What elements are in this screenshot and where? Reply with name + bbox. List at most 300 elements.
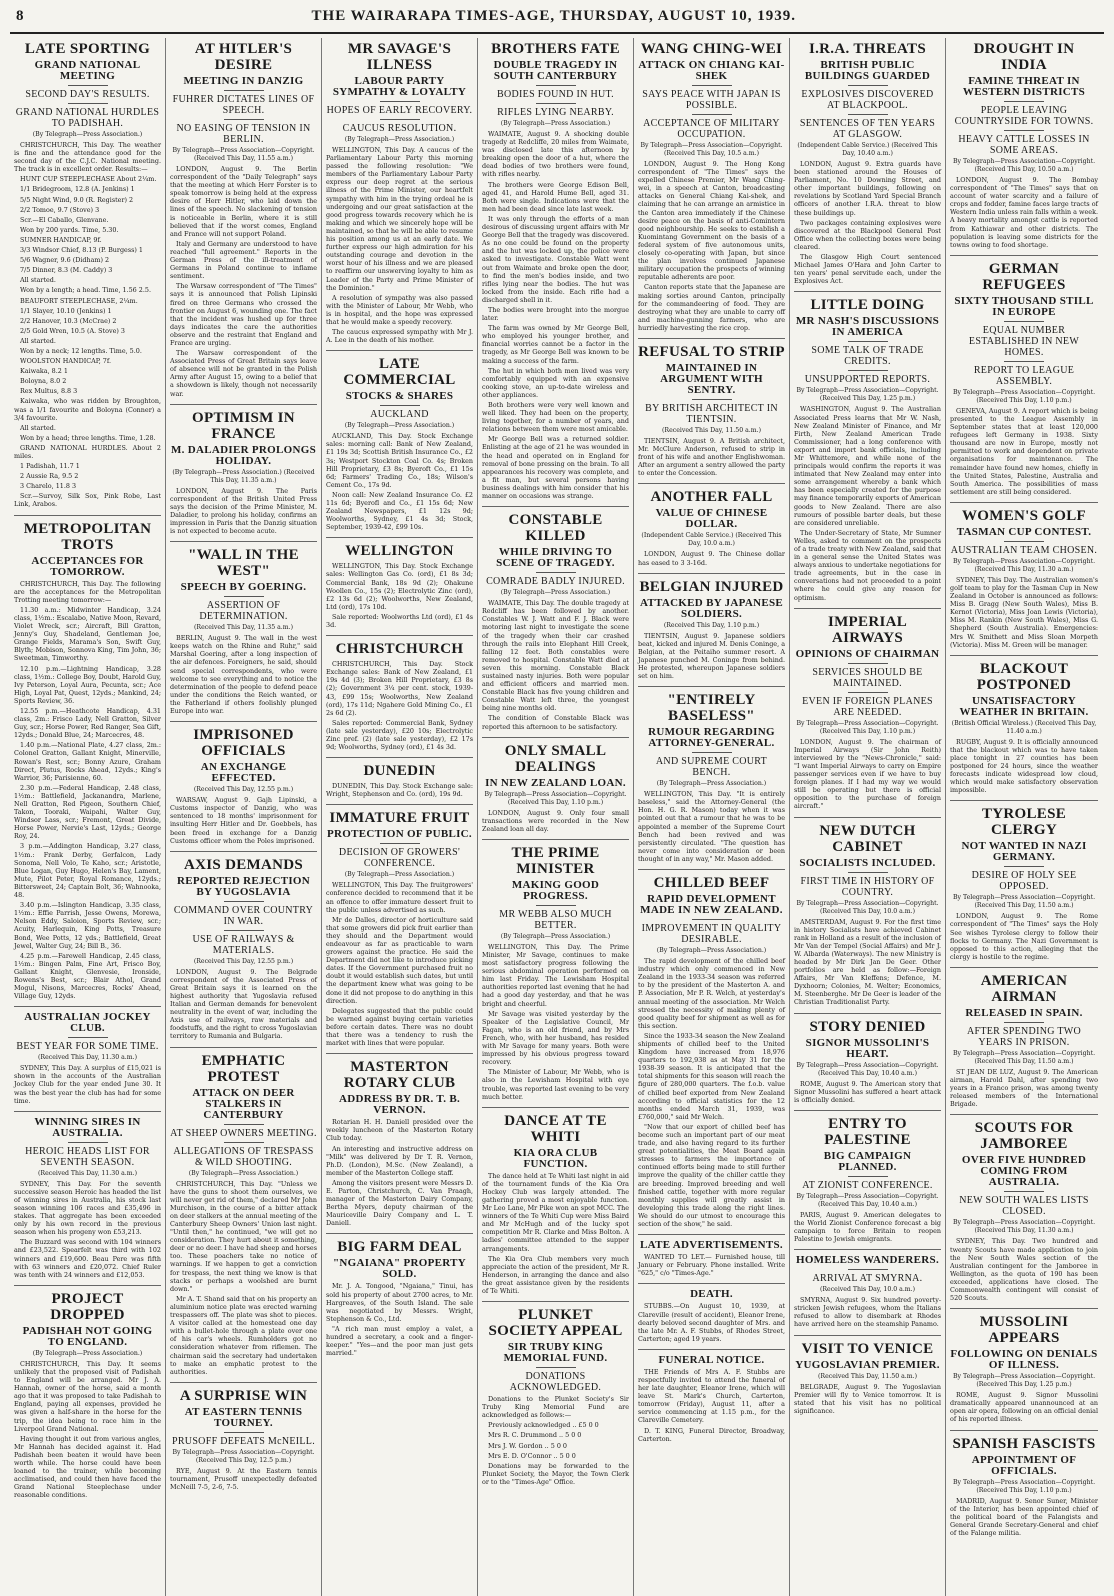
divider xyxy=(224,1432,264,1433)
article-paragraph: RUGBY, August 9. It is officially announced that the blackout which was to have taken place tonight in 27 counties has been postponed for 24 hours, since the weather forecasts indicate widespread low cloud, which would make satisfactory observation impossible. xyxy=(950,737,1098,795)
article-paragraph: WAIMATE, August 9. A shocking double tragedy at Redcliffe, 20 miles from Waimate, was disclosed late this afternoon by breaking open the door of a hut, where the dead bodies of two brothers were found, with rifles nearby. xyxy=(482,130,629,179)
article-paragraph: LONDON, August 9. The chairman of Imperial Airways (Sir John Reith) interviewed by the "News-Chronicle," said: "I want Imperial Airways to carry on Empire passenger services even if we have to buy foreign planes. If I had my way we would still be operating but there is official opposition to the purchase of foreign aircraft." xyxy=(794,737,941,811)
article-subheading: ACCEPTANCE OF MILITARY OCCUPATION. xyxy=(643,118,780,140)
article-subheading: HEAVY CATTLE LOSSES IN SOME AREAS. xyxy=(958,134,1090,156)
article-headline: A SURPRISE WIN xyxy=(179,1387,308,1404)
article-paragraph: AUCKLAND, This Day. Stock Exchange sales: morning call: Bank of New Zealand, £1 19s 3d; Scottish British Insurance Co., £2 3s; Westport Stockton Coal Co. 4s; Broken Hill Proprietary, £3 8s; Byeroft Co., £1 15s 6d; Farmers' Trading Co., 18s; Wilson's Cement Co., 17s 9d. xyxy=(326,432,473,489)
article-credit: (Received This Day, 10.0 a.m.) xyxy=(819,1286,916,1294)
article-subheading: SPEECH BY GOERING. xyxy=(180,581,307,594)
article-credit: By Telegraph—Press Association—Copyright. (Received This Day, 10.5 a.m.) xyxy=(640,142,783,157)
article-subheading: DESIRE OF HOLY SEE OPPOSED. xyxy=(971,870,1077,893)
article-subheading: ASSERTION OF DETERMINATION. xyxy=(199,600,288,623)
article-headline: CHILLED BEEF xyxy=(653,875,770,892)
article-paragraph: ST JEAN DE LUZ, August 9. The American airman, Harold Dahl, after spending two years in a Franco prison, was among twenty released members of the International Brigade. xyxy=(950,1067,1098,1109)
article-subheading: IMPROVEMENT IN QUALITY DESIRABLE. xyxy=(641,923,782,946)
article-paragraph: The Kia Ora Club members very much appreciate the action of the president, Mr R. Henderson, in arranging the dance and also the great assistance given by the residents of Te Whiti. xyxy=(482,1254,629,1295)
article-paragraph: WASHINGTON, August 9. The Australian Associated Press learns that Mr W. Nash, New Zealand Minister of Finance, and Mr Firth, New Zealand American Trade Commissioner, had a long conference with export and import bank officials, including Mr Whittemore, and while none of the principals would confirm the reports it was intimated that New Zealand may enter into some arrangement whereby a bank which has been especially created for the purpose may finance temporarily exports of American goods to New Zealand. There are also rumours of possible barter deals, but these are considered unreliable. xyxy=(794,405,941,527)
article-headline: ENTRY TO PALESTINE xyxy=(824,1115,911,1148)
article-headline: IMMATURE FRUIT xyxy=(329,810,470,827)
article xyxy=(14,1117,161,1286)
divider xyxy=(536,572,576,573)
divider xyxy=(536,1367,576,1368)
article-subheading: VALUE OF CHINESE DOLLAR. xyxy=(655,507,768,531)
article-paragraph: Rotarian H. H. Daniell presided over the weekly luncheon of the Masterton Rotary Club today. xyxy=(326,1118,473,1143)
article-subheading: GRAND NATIONAL MEETING xyxy=(34,59,141,82)
article-subheading: ATTACKED BY JAPANESE SOLDIERS. xyxy=(639,596,784,620)
article-paragraph: LONDON, August 9. The Chinese dollar has eased to 3 3-16d. xyxy=(638,550,785,567)
divider xyxy=(224,596,264,597)
article-subheading: ACCEPTANCES FOR TOMORROW. xyxy=(31,554,144,578)
article-headline: TYROLESE CLERGY xyxy=(981,806,1067,839)
article-subheading: HEROIC HEADS LIST FOR SEVENTH SEASON. xyxy=(25,1145,150,1168)
article-headline: STORY DENIED xyxy=(809,1018,926,1035)
article xyxy=(326,543,473,636)
article-subheading: SOME TALK OF TRADE CREDITS. xyxy=(811,345,924,368)
article-paragraph: It was only through the efforts of a man desirous of discussing urgent affairs with Mr George Bell that the tragedy was discovered. As no one could be found on the property and the hut was locked up, the police were asked to investigate. Constable Watt went out from Waimate and broke open the door, to find the men's bodies inside, and two rifles lying near the bodies. The hut was locked from the inside. Each rifle had a discharged shell in it. xyxy=(482,214,629,304)
divider xyxy=(848,663,888,664)
article-paragraph: ROME, August 9. The American story that Signor Mussolini has suffered a heart attack is officially denied. xyxy=(794,1079,941,1104)
column-5 xyxy=(634,38,790,1596)
article-paragraph: The Warsaw correspondent of "The Times" says it is announced that Polish Lipinski fired on three Germans who crossed the frontier on August 6, wounding one. The fact that the incident was hushed up for three days indicates the care the authorities observe and the restraint that England and France are urging. xyxy=(170,282,317,347)
article-subheading: SOCIALISTS INCLUDED. xyxy=(799,856,936,869)
article-paragraph: WELLINGTON, This Day. "It is entirely baseless," said the Attorney-General (the Hon. H. G. R. Mason) today when it was pointed out that a rumour that he was to be appointed a member of the Supreme Court Bench had been revived and was persistently circulated. "The question has never come into consideration or been thought of in any way," Mr. Mason added. xyxy=(638,790,785,863)
divider xyxy=(68,103,108,104)
article-credit: (By Telegraph—Press Association.) xyxy=(500,120,611,127)
divider xyxy=(1004,1191,1044,1192)
article-paragraph: LONDON, August 9. The Belgrade correspondent of the Associated Press of Great Britain says it is learned on the highest authority that Yugoslavia refused Italian and German demands for benevolent neutrality in the event of war, including the Axis use of railways, raw materials and foodstuffs, and the right to cross Yugoslavian territory to Rumania and Bulgaria. xyxy=(170,967,317,1041)
article-headline: VISIT TO VENICE xyxy=(801,1340,934,1357)
divider xyxy=(224,119,264,120)
article-credit: (Received This Day, 11.50 a.m.) xyxy=(818,1372,917,1380)
article-paragraph: Two packages containing explosives were discovered at the Blackpool General Post Office when the collecting boxes were being cleared. xyxy=(794,218,941,251)
article-paragraph: LONDON, August 9. The Paris correspondent of the British United Press says the decision of the Prime Minister, M. Daladier, to prolong his holiday, confirms an impression in Paris that the Danzig situation is not expected to become acute. xyxy=(170,486,317,536)
article xyxy=(794,297,941,608)
article-paragraph: 2/5 Gold Wren, 10.5 (A. Stove) 3 xyxy=(20,326,125,335)
page-number: 8 xyxy=(16,8,24,24)
article-subheading: RUMOUR REGARDING ATTORNEY-GENERAL. xyxy=(648,726,775,750)
article-subheading: HOMELESS WANDERERS. xyxy=(795,1254,940,1267)
article-paragraph: 11.30 a.m.: Midwinter Handicap, 3.24 class, 1½m.: Escalabo, Native Moon, Revard, Violet Wreck, scr.; Aircraft, Bill Gratton, Jenny's Guy, Shadeland, Gentleman Joe, Grange Fields, Marama's Son, Swift Guy, Blyth; Mobison, Sonnova King, Tim John, 36; Sweetman, Timworthy. xyxy=(14,605,161,663)
article-paragraph: Donations may be forwarded to the Plunket Society, the Mayor, the Town Clerk or to the "Times-Age" Office. xyxy=(482,1461,629,1486)
article-credit: By Telegraph—Press Association—Copyright. (Received This Day, 11.50 a.m.) xyxy=(952,1049,1096,1065)
article xyxy=(794,1116,941,1250)
divider xyxy=(1004,101,1044,102)
article xyxy=(170,727,317,852)
article xyxy=(950,1436,1098,1543)
article-paragraph: Won by 200 yards. Time, 5.30. xyxy=(20,225,119,234)
article xyxy=(794,41,941,292)
article-subheading: ATTACK ON DEER STALKERS IN CANTERBURY xyxy=(192,1086,295,1121)
article-paragraph: 3/3 Windsor Chief, 8.13 (P. Burgess) 1 xyxy=(20,246,143,255)
article-paragraph: Italy and Germany are understood to have reached "full agreement." Reports in the German Press of the ill-treatment of Germans in Poland continue to inflame sentiment. xyxy=(170,239,317,281)
article-paragraph: SMYRNA, August 9. Six hundred poverty-stricken Jewish refugees, whom the Italians refused to allow to disembark at Rhodes have arrived here on the steamship Panamo. xyxy=(794,1296,941,1329)
article-paragraph: DUNEDIN, This Day. Stock Exchange sale: Wright, Stephenson and Co. (ord), 19s 9d. xyxy=(326,782,473,799)
divider xyxy=(848,341,888,342)
article-paragraph: WOOLSTON HANDICAP, 7f. xyxy=(20,357,112,366)
article-subheading: NEW SOUTH WALES LISTS CLOSED. xyxy=(959,1195,1089,1218)
article-subheading: PEOPLE LEAVING COUNTRYSIDE FOR TOWNS. xyxy=(954,105,1094,127)
article-credit: (Received This Day, 11.50 a.m.) xyxy=(662,426,761,434)
article-headline: "ENTIRELY BASELESS" xyxy=(667,692,756,725)
article-headline: WANG CHING-WEI xyxy=(640,41,783,57)
article-credit: (Received This Day, 1.10 p.m.) xyxy=(663,621,760,629)
article-subheading: SIR TRUBY KING MEMORIAL FUND. xyxy=(503,1341,608,1365)
article-paragraph: Mrs J. W. Gordon .. 5 0 0 xyxy=(488,1441,567,1450)
article-paragraph: LONDON, August 9. Extra guards have been stationed around the Houses of Parliament, No. 10 Downing Street, and other important buildings, following on revelations by Scotland Yard Special Branch officers of another I.R.A. threat to blow these buildings up. xyxy=(794,160,941,217)
article xyxy=(794,1341,941,1421)
article xyxy=(326,1059,473,1234)
divider xyxy=(692,919,732,920)
article-headline: LATE SPORTING xyxy=(24,41,151,57)
article-paragraph: A resolution of sympathy was also passed with the Minister of Labour, Mr Webb, who is in hospital, and the hope was expressed that he would make a speedy recovery. xyxy=(326,293,473,326)
article-subheading: "NGAIANA" PROPERTY SOLD. xyxy=(332,1257,467,1281)
article-subheading: SECOND DAY'S RESULTS. xyxy=(25,89,150,100)
article-subheading: PADISHAH NOT GOING TO ENGLAND. xyxy=(22,1324,153,1348)
article-subheading: PROTECTION OF PUBLIC. xyxy=(327,828,472,841)
columns-container xyxy=(10,38,1104,1596)
article-headline: ONLY SMALL DEALINGS xyxy=(504,742,607,775)
article-paragraph: 3 Charelo, 11.8 3 xyxy=(20,482,77,491)
article-paragraph: 4.25 p.m.—Farewell Handicap, 2.45 class, 1½m.: Bingen Palm, Fine Art, Frisco Boy, Gallant Knight, Glenvesie, Ironside, Rowens's Best, scr.; Blair Athol, Grand Mogul, Nisons, Marcecres, Rocks' Ahead, Village Guy, 12yds. xyxy=(14,951,161,1001)
article-credit: By Telegraph—Press Association—Copyright. (Received This Day, 10.40 a.m.) xyxy=(796,1061,939,1077)
article xyxy=(326,1239,473,1363)
article-paragraph: 12.55 p.m.—Heathcote Handicap, 4.31 class, 2m.: Frisco Lady, Nell Gratton, Silver Guy, scr.; Horse Power, Red Ranger, Sea Gift, 12yds.; Donald Blue, 24; Marcecres, 48. xyxy=(14,706,161,740)
article-paragraph: LONDON, August 9. Only four small transactions were recorded in the New Zealand loan all day. xyxy=(482,808,629,833)
article-paragraph: 1/1 Slayer, 10.10 (Jenkins) 1 xyxy=(20,306,112,315)
article-subheading: EQUAL NUMBER ESTABLISHED IN NEW HOMES. xyxy=(968,324,1080,358)
article xyxy=(170,1053,317,1383)
article-subheading: WINNING SIRES IN AUSTRALIA. xyxy=(34,1115,141,1139)
article-headline: MUSSOLINI APPEARS xyxy=(979,1314,1069,1347)
article-paragraph: 12.10 p.m.—Lightning Handicap, 3.28 class, 1½m.: College Boy, Doubt, Harold Guy, Ivy Peterson, Loyal Aura, Pecunta, scr.; Ace High, Loyal Pat, Quest, 12yds.; Mankind, 24; Sports Review, 36. xyxy=(14,664,161,705)
article xyxy=(14,521,161,1008)
article-credit: (By Telegraph—Press Association.) xyxy=(32,131,143,138)
article-paragraph: "Now that our export of chilled beef has become such an important part of our meat trade, and also having regard to its further great potentialities, the Meat Board again stresses to farmers the importance of continued efforts being made to still further improve the quality of the chiller cattle they are breeding. Improved breeding and well finished cattle, together with more regular monthly supplies will greatly assist in developing this trade along the right lines. We should do our utmost to encourage this section of the show," he said. xyxy=(638,1122,785,1229)
article-paragraph: SYDNEY, This Day. For the seventh successive season Heroic has headed the list of winning sires in Australia, his stock last season winning 106 races and £35,496 in stakes. That aggregate has been exceeded only by his own record in the previous season when his progeny won £53,213. xyxy=(14,1179,161,1237)
article-headline: ANOTHER FALL xyxy=(650,489,773,506)
article-paragraph: Sales reported: Commercial Bank, Sydney (late sale yesterday), £20 10s; Electrolytic Zinc pref. (2) (late sale yesterday), £2 17s 9d; Woolworths, Sydney (ord), £1 4s 3d. xyxy=(326,718,473,752)
divider xyxy=(380,101,420,102)
article-subheading: AUCKLAND xyxy=(370,409,429,421)
article-paragraph: The Glasgow High Court sentenced Michael James O'Hara and John Carter to ten years' penal servitude each, under the Explosives Act. xyxy=(794,253,941,286)
article-paragraph: SYDNEY, This Day. Two hundred and twenty Scouts have made application to join the New South Wales section of the Australian contingent for the Jamboree in Wellington, as the quota of 190 has been exceeded, applications have closed. The Commonwealth contingent will consist of 520 Scouts. xyxy=(950,1237,1098,1303)
article-subheading: MEETING IN DANZIG xyxy=(183,75,304,87)
article-paragraph: Scr.—Survoy, Silk Sox, Pink Robe, Last Link, Arabos. xyxy=(14,492,161,509)
divider xyxy=(692,752,732,753)
article-paragraph: Donations to the Plunket Society's Sir Truby King Memorial Fund are acknowledged as follows:— xyxy=(482,1395,629,1420)
article xyxy=(950,508,1098,656)
article-paragraph: Mr George Bell was a returned soldier. Enlisting at the age of 21 he was wounded in the head and operated on in England for removal of bone pressing on the brain. To all appearances his recovery was complete, and a fit man, but several persons having business dealings with him consider that his manner on occasions was strange. xyxy=(482,435,629,501)
article-paragraph: CHRISTCHURCH, This Day. Stock Exchange sales: Bank of New Zealand, £1 19s 4d (3); Broken Hill Proprietary, £3 8s (2); Government 3¼ per cent. stock, 1939-43, £99 15s; Woolworths, New Zealand (ord), 17s 11d; Ngahere Gold Mining Co., £1 2s 6d (2). xyxy=(326,660,473,717)
article-paragraph: Boloyna, 8.0 2 xyxy=(20,377,67,386)
article-paragraph: LONDON, August 9. The Bombay correspondent of "The Times" says that on account of water scarcity and a failure of crops and fodder, famine faces large tracts of Western India unless rain falls within a week. A heavy mortality amongst cattle is reported from Kathiawar and other districts. The population is leaving some districts for the towns owing to food shortage. xyxy=(950,176,1098,249)
divider xyxy=(224,930,264,931)
article-paragraph: SYDNEY, This Day. The Australian women's golf team to play for the Tasman Cup in New Zealand in October is announced as follows: Miss B. Gragg (New South Wales), Miss B. Kernot (Victoria), Miss Joan Lewis (Victoria), Miss M. Rankin (New South Wales), Miss G. Shepherd (South Australia). Emergencies: Mrs W. Smithett and Miss Sloan Morpeth (Victoria). Miss M. Green will be manager. xyxy=(950,575,1098,649)
article-credit: By Telegraph—Press Association—Copyright. (Received This Day, 11.30 a.m.) xyxy=(952,1219,1096,1235)
article xyxy=(950,261,1098,503)
divider xyxy=(1004,541,1044,542)
article-subheading: DOUBLE TRAGEDY IN SOUTH CANTERBURY xyxy=(493,59,618,82)
article-subheading: SIXTY THOUSAND STILL IN EUROPE xyxy=(954,294,1094,318)
article-headline: IMPRISONED OFFICIALS xyxy=(193,727,294,760)
article-subheading: NOT WANTED IN NAZI GERMANY. xyxy=(961,840,1087,864)
article-credit: By Telegraph—Press Association—Copyright. (Received This Day, 1.25 p.m.) xyxy=(952,1373,1096,1389)
article-paragraph: 2 Aussie Ra, 9.5 2 xyxy=(20,472,79,481)
article-credit: By Telegraph—Press Association—Copyright. (Received This Day, 11.50 a.m.) xyxy=(952,894,1096,910)
article-paragraph: GRAND NATIONAL HURDLES. About 2 miles. xyxy=(14,443,161,460)
article-credit: (By Telegraph—Press Association.) xyxy=(344,871,455,879)
article-subheading: REPORTED REJECTION BY YUGOSLAVIA xyxy=(176,874,311,898)
article-subheading: SENTENCES OF TEN YEARS AT GLASGOW. xyxy=(799,118,936,140)
article-subheading: AT ZIONIST CONFERENCE. xyxy=(802,1179,933,1191)
article-paragraph: Won by a head; three lengths. Time, 1.28. xyxy=(20,433,156,442)
article-credit: (By Telegraph—Press Association.) xyxy=(344,136,455,143)
article-subheading: UNSATISFACTORY WEATHER IN BRITAIN. xyxy=(959,694,1089,718)
divider xyxy=(692,85,732,86)
article-subheading: MR NASH'S DISCUSSIONS IN AMERICA xyxy=(795,315,940,339)
divider xyxy=(848,872,888,873)
divider xyxy=(380,405,420,406)
article-paragraph: All started. xyxy=(20,276,56,285)
article-headline: PLUNKET SOCIETY APPEAL xyxy=(488,1307,623,1340)
article-paragraph: ROME, August 9. Signor Mussolini dramatically appeared unannounced at an open air opera, following on an official denial of his reported illness. xyxy=(950,1391,1098,1424)
article xyxy=(638,579,785,688)
article xyxy=(950,806,1098,968)
article xyxy=(482,1307,629,1492)
article-subheading: LATE ADVERTISEMENTS. xyxy=(640,1239,783,1252)
article-paragraph: WELLINGTON, This Day. The fruitgrowers' conference decided to recommend that it be an offence to offer immature dessert fruit to the public unless advertised as such. xyxy=(326,881,473,914)
article-subheading: HOPES OF EARLY RECOVERY. xyxy=(326,105,473,116)
article-subheading: YUGOSLAVIAN PREMIER. xyxy=(795,1358,940,1371)
article-subheading: CAUCUS RESOLUTION. xyxy=(342,123,457,134)
article-paragraph: Since the 1933-34 season the New Zealand shipments of chilled beef to the United Kingdom have increased from 18,976 quarters to 192,938 as at May 31 for the 1938-39 season. It is anticipated that the total shipments for this season will reach the figure of 280,000 quarters. The f.o.b. value of chilled beef exported from New Zealand according to official statistics for the 12 months ended March 31, 1939, was £760,000," said Mr Welch. xyxy=(638,1031,785,1121)
article-paragraph: WAIMATE, This Day. The double tragedy at Redcliff has been followed by another. Constables W. J. Watt and F. J. Black were motoring last night to investigate the scene of the tragedy when their car crashed through the rails into Elephant Hill Creek, falling 12 feet. Both constables were removed to hospital. Constable Watt died at seven this morning. Constable Black sustained nasty injuries. Both were popular and efficient officers and married men. Constable Black has five young children and Constable Watt left three, the youngest being nine months old. xyxy=(482,599,629,713)
article-credit: (By Telegraph—Press Association.) xyxy=(656,780,767,788)
divider xyxy=(536,905,576,906)
divider xyxy=(1004,866,1044,867)
article-headline: CONSTABLE KILLED xyxy=(508,512,603,545)
article xyxy=(950,1314,1098,1430)
article-subheading: DEATH. xyxy=(690,1288,733,1301)
article xyxy=(482,743,629,840)
article-headline: AXIS DEMANDS xyxy=(183,856,304,873)
article-subheading: AUSTRALIAN JOCKEY CLUB. xyxy=(24,1011,151,1035)
article xyxy=(950,973,1098,1115)
article-paragraph: The Buzzard was second with 104 winners and £23,522. Spearfelt was third with 102 winners and £19,600. Beau Pere was fifth with 63 winners and £20,072. Chief Ruler was tenth with 24 winners and £12,053. xyxy=(14,1238,161,1279)
article-paragraph: BERLIN, August 9. The wall in the west keeps watch on the Rhine and Ruhr," said Marshal Goering, after a long inspection of the air defences. Foreigners, he said, should send special correspondents, who were welcome to see everything and to notice the determination of the people to defend peace under the conditions the Reich wanted, or the Fatherland if others foolishly plunged Europe into war. xyxy=(170,634,317,716)
column-4 xyxy=(478,38,634,1596)
article-credit: By Telegraph—Press Association—Copyright. (Received This Day, 1.10 p.m.) xyxy=(952,388,1096,404)
article-credit: (By Telegraph—Press Association.) xyxy=(188,1169,299,1177)
article-paragraph: WELLINGTON, This Day. A caucus of the Parliamentary Labour Party this morning passed the following resolution: "We members of the Parliamentary Labour Party express our deep regret at the serious illness of the Prime Minister, our heartfelt sympathy with him in the trying ordeal he is undergoing and our great satisfaction at the good progress towards recovery which he is making and which we sincerely hope will be maintained, so that he will be able to resume his position among us at an early date. We further express our high admiration for his outstanding courage and devotion in the worst hour of his illness and we are pleased to reaffirm our unswerving loyalty to him as Leader of the Party and Prime Minister of the Dominion." xyxy=(326,146,473,292)
divider xyxy=(380,843,420,844)
divider xyxy=(692,114,732,115)
divider xyxy=(848,114,888,115)
article-paragraph: GENEVA, August 9. A report which is being presented to the League Assembly in September states that at least 120,000 refugees left Germany in 1938. Sixty thousand are now in Europe, mostly not permitted to work and dependent on private organisations for maintenance. The remainder have found new homes, chiefly in the United States, Palestine, Australia and South America. The possibilities of mass settlement are still being considered. xyxy=(950,406,1098,496)
article-paragraph: TIENTSIN, August 9. Japanese soldiers beat, kicked and injured M. Denis Coninge, a Belgian, at the Peitaiho summer resort. A Japanese punched M. Coninge from behind. He protested, whereupon Japanese soldiers set on him. xyxy=(638,631,785,681)
article-headline: LITTLE DOING xyxy=(810,297,925,314)
article-paragraph: Among the visitors present were Messrs D. E. Parton, Christchurch, C. Van Praagh, manager of the Masterton Dairy Company, Bertha Myers, deputy chairman of the Mauriceville Dairy Company and L. T. Daniell. xyxy=(326,1178,473,1228)
article xyxy=(638,489,785,573)
article-subheading: NO EASING OF TENSION IN BERLIN. xyxy=(176,123,311,145)
article-subheading: MAINTAINED IN ARGUMENT WITH SENTRY. xyxy=(660,361,763,396)
article xyxy=(638,1355,785,1449)
article-subheading: OPINIONS OF CHAIRMAN xyxy=(795,647,940,660)
article-subheading: RAPID DEVELOPMENT MADE IN NEW ZEALAND. xyxy=(640,893,783,917)
article-subheading: MAKING GOOD PROGRESS. xyxy=(511,878,600,902)
article-paragraph: PARIS, August 9. American delegates to the World Zionist Conference forecast a big campaign to force Britain to reopen Palestine to Jewish emigrants. xyxy=(794,1210,941,1244)
article-paragraph: Mr A. T. Shand said that on his property an aluminium notice plate was erected warning trespassers off. The plate was shot to pieces. A visitor called at the homestead one day with a bullet-hole through a plate over one of his car's wheels. Rumholders got no consideration whatever from riflemen. The chairman said the secretary had undertaken to make an emphatic protest to the authorities. xyxy=(170,1294,317,1376)
divider xyxy=(536,103,576,104)
article-subheading: UNSUPPORTED REPORTS. xyxy=(804,374,931,386)
article-headline: DANCE AT TE WHITI xyxy=(504,1112,607,1145)
article-subheading: ATTACK ON CHIANG KAI-SHEK xyxy=(638,59,785,82)
article-paragraph: All started. xyxy=(20,336,56,345)
divider xyxy=(848,1269,888,1270)
article-paragraph: 2.30 p.m.—Federal Handicap, 2.48 class, 1½m.: Battlefield, Jackanandra, Marlene, Nell Gratton, Red Pigeon, Southern Chief, Takon, Tooraki, Waipahi, Walter Guy, Windsor Lass, scr.; Fremont, Great Divide, Horse Power, Nervie's Last, 12yds.; George Roy, 24. xyxy=(14,783,161,841)
article-subheading: STOCKS & SHARES xyxy=(345,390,454,403)
article-subheading: AT EASTERN TENNIS TOURNEY. xyxy=(184,1405,303,1429)
article xyxy=(326,641,473,758)
article-paragraph: 1 Padishah, 11.7 1 xyxy=(20,462,80,471)
article-credit: By Telegraph—Press Association—Copyright. (Received This Day, 10.50 a.m.) xyxy=(952,158,1096,173)
article-headline: MASTERTON ROTARY CLUB xyxy=(343,1059,456,1092)
divider xyxy=(848,85,888,86)
article-paragraph: CHRISTCHURCH, This Day. "Unless we have the guns to shoot them ourselves, we will never get rid of them," declared Mr John Murchison, in the course of a bitter attack on deer stalkers at the annual meeting of the Canterbury Sheep Owners' Union last night. "Until then," he continued, "we will get no consideration. They hurt about it something, deer or no deer. I have had sheep and horses too. These poachers take no notice of warnings. If we happen to get a conviction for trespass, the next thing we know is that stacks or perhaps a woolshed are burnt down." xyxy=(170,1179,317,1293)
article xyxy=(170,41,317,405)
article-paragraph: Won by a neck; 12 lengths. Time, 5.0. xyxy=(20,346,142,355)
divider xyxy=(1004,130,1044,131)
article-subheading: FIRST TIME IN HISTORY OF COUNTRY. xyxy=(800,875,935,898)
article-subheading: SERVICES SHOULD BE MAINTAINED. xyxy=(812,666,923,689)
article-subheading: USE OF RAILWAYS & MATERIALS. xyxy=(192,933,295,956)
article-headline: "WALL IN THE WEST" xyxy=(188,547,299,580)
article-paragraph: Kaiwaka, 8.2 1 xyxy=(20,367,68,376)
article xyxy=(638,1240,785,1284)
article-subheading: TASMAN CUP CONTEST. xyxy=(956,525,1092,538)
article-subheading: PRUSOFF DEFEATS McNEILL. xyxy=(171,1435,316,1447)
article-paragraph: LONDON, August 9. The Rome correspondent of "The Times" says the Holy See wishes Tyrolese clergy to follow their flocks to Germany. The Nazi Government is opposed to this action, alleging that the clergy is hostile to the regime. xyxy=(950,912,1098,961)
divider xyxy=(692,399,732,400)
article-subheading: REPORT TO LEAGUE ASSEMBLY. xyxy=(973,364,1075,387)
newspaper-title-line: THE WAIRARAPA TIMES-AGE, THURSDAY, AUGUST 10, 1939. xyxy=(311,8,796,24)
article-headline: BLACKOUT POSTPONED xyxy=(976,660,1072,693)
article-paragraph: 5/6 Wagner, 9.6 (Didham) 2 xyxy=(20,256,110,265)
article-headline: REFUSAL TO STRIP xyxy=(638,343,785,360)
article-credit: (By Telegraph—Press Association.) (Received This Day, 11.35 a.m.) xyxy=(172,468,315,484)
divider xyxy=(224,1124,264,1125)
article-paragraph: WELLINGTON, This Day. The Prime Minister, Mr Savage, continues to make most satisfactory progress following the serious abdominal operation performed on him last Friday. The Lewisham Hospital authorities reported last evening that he had had a good day yesterday, and that he was bright and cheerful. xyxy=(482,942,629,1008)
article-subheading: AND SUPREME COURT BENCH. xyxy=(655,756,768,779)
article-headline: BIG FARM DEAL xyxy=(337,1239,462,1256)
article-paragraph: The Under-Secretary of State, Mr Sumner Welles, asked to comment on the prospects of a trade treaty with New Zealand, said that in a general sense the United States was always anxious to undertake negotiations for trade agreements, but in the case in conversations had not proceeded to a point where he could give any reason for optimism. xyxy=(794,528,941,602)
article-headline: METROPOLITAN TROTS xyxy=(23,520,152,553)
article-credit: By Telegraph—Press Association—Copyright. (Received This Day, 11.55 a.m.) xyxy=(172,147,315,162)
article-headline: CHRISTCHURCH xyxy=(335,641,464,658)
divider xyxy=(224,1142,264,1143)
article xyxy=(170,410,317,543)
article-credit: By Telegraph—Press Association—Copyright. (Received This Day, 11.30 a.m.) xyxy=(952,557,1096,573)
article-paragraph: The hut in which both men lived was very comfortably equipped with an expensive cooking stove, an up-to-date wireless and other appliances. xyxy=(482,366,629,399)
article-headline: DUNEDIN xyxy=(363,763,436,780)
article-paragraph: Mr. J. A. Tongood, "Ngaiana," Tinui, has sold his property of about 2700 acres, to Mr. Hargreaves, of the South Island. The sale was negotiated by Messrs. Wright, Stephenson & Co., Ltd. xyxy=(326,1282,473,1323)
article-paragraph: Canton reports state that the Japanese are making sorties around Canton, principally for the commandeering of food. They are destroying what they are unable to carry off and machine-gunning farmers, who are hurriedly harvesting the rice crop. xyxy=(638,283,785,332)
article-headline: SPANISH FASCISTS xyxy=(952,1435,1096,1452)
article-paragraph: Scr.—El Caballo, Glenvane. xyxy=(20,215,109,224)
article-credit: (Received This Day, 12.55 p.m.) xyxy=(193,786,294,794)
article xyxy=(14,1291,161,1506)
article-paragraph: MADRID, August 9. Senor Suner, Minister of the Interior, has been appointed chief of the political board of the Falangists and General Grande Secretary-General and chief of the Falange militia. xyxy=(950,1496,1098,1537)
article-paragraph: The Minister of Labour, Mr Webb, who is also in the Lewisham Hospital with eye trouble, was reported last evening to be very much better. xyxy=(482,1068,629,1101)
article-paragraph: 1.40 p.m.—National Plate, 4.27 class, 2m.: Colonel Gratton, Gallant Knight, Minerville, Rowan's Rest, scr.; Bonny Azure, Graham Direct, Plutus, Rocks Ahead, 12yds.; King's Warrior, 36; Parisienne, 60. xyxy=(14,741,161,782)
article-paragraph: 3.40 p.m.—Islington Handicap, 3.35 class, 1½m.: Effie Parrish, Jesse Owens, Morewa, Nelson Eddy, Saloion, Sports Review, scr.; Acuity, Harlequin, King Potts, Treasure Bond, Wee Potts, 12 yds.; Battlefield, Great Jewel, Walter Guy, 24; Bill B., 36. xyxy=(14,901,161,950)
article-subheading: ALLEGATIONS OF TRESPASS & WILD SHOOTING. xyxy=(173,1145,314,1168)
article-paragraph: SYDNEY, This Day. A surplus of £15,021 is shown in the accounts of the Australian Jockey Club for the year ended June 30. It was the best year the club has had for some time. xyxy=(14,1064,161,1105)
article xyxy=(326,41,473,351)
article-paragraph: 3 p.m.—Addington Handicap, 3.27 class, 1½m.: Frank Derby, Gerfalcon, Lady Sonoma, Nell Volo, Te Kaho, scr.; Aristotle, Blue Logan, Guy Hugo, Helen's Bay, Lament, Mute, Pilot Peter, Royal Romance, 12yds.; Bittersweet, 24; Captain Bolt, 36; Wahnooka, 48. xyxy=(14,842,161,900)
divider xyxy=(848,1176,888,1177)
article-paragraph: 2/2 Hanover, 10.3 (McCrae) 2 xyxy=(20,316,117,325)
article-paragraph: WANTED TO LET.— Furnished house, till January or February. Phone installed. Write "625," c/o "Times-Age." xyxy=(638,1253,785,1278)
article-subheading: RIFLES LYING NEARBY. xyxy=(497,107,614,118)
article-paragraph: Previously acknowledged .. £5 0 0 xyxy=(488,1421,599,1430)
article-paragraph: The caucus expressed sympathy with Mr J. A. Lee in the death of his mother. xyxy=(326,328,473,345)
article xyxy=(950,41,1098,256)
article-subheading: COMMAND OVER COUNTRY IN WAR. xyxy=(173,904,314,927)
article-subheading: FUHRER DICTATES LINES OF SPEECH. xyxy=(172,94,315,116)
article-paragraph: Rex Multus, 8.8 3 xyxy=(20,387,78,396)
article-headline: GERMAN REFUGEES xyxy=(982,260,1066,293)
article-paragraph: RYE, August 9. At the Eastern tennis tournament, Prusoff unexpectedly defeated McNeill 7-5, 2-6, 7-5. xyxy=(170,1466,317,1491)
article-subheading: FOLLOWING ON DENIALS OF ILLNESS. xyxy=(950,1348,1098,1372)
article-subheading: AUSTRALIAN TEAM CHOSEN. xyxy=(950,544,1098,556)
article-paragraph: The Warsaw correspondent of the Associated Press of Great Britain says leave of absence will not be granted in the Polish Army after August 15, owing to a belief that a showdown is likely, though not necessarily war. xyxy=(170,349,317,398)
article-credit: By Telegraph—Press Association—Copyright. (Received This Day, 10.40 a.m.) xyxy=(796,1192,939,1208)
divider xyxy=(68,1142,108,1143)
divider xyxy=(848,370,888,371)
article-subheading: BODIES FOUND IN HUT. xyxy=(497,89,614,100)
article xyxy=(794,614,941,818)
article-subheading: OVER FIVE HUNDRED COMING FROM AUSTRALIA. xyxy=(961,1154,1087,1189)
article-paragraph: SUMNER HANDICAP, 9f. xyxy=(20,235,102,244)
article xyxy=(638,875,785,1235)
article xyxy=(638,344,785,484)
article-paragraph: CHRISTCHURCH, This Day. The weather is fine and the attendance good for the second day of the C.J.C. National meeting. The track is in excellent order. Results:— xyxy=(14,141,161,174)
article-headline: MR SAVAGE'S ILLNESS xyxy=(347,41,452,73)
article-headline: NEW DUTCH CABINET xyxy=(819,822,916,855)
article-paragraph: STUBBS.—On August 10, 1939, at Clareville (result of accident), Eleanor Irene, dearly beloved second daughter of Mrs. and the late Mr. A. F. Stubbs, of Rhodes Street, Carterton; aged 19 years. xyxy=(638,1302,785,1343)
article-headline: IMPERIAL AIRWAYS xyxy=(827,613,908,646)
article-paragraph: WELLINGTON, This Day. Stock Exchange sales: Wellington Gas Co. (ord), £1 8s 3d; Commercial Bank, 18s 9d (2); Ohakune Woollen Co., 15s (2); Electrolytic Zinc (ord), £2 13s 6d (2); Woolworths, New Zealand, Ltd (ord), 17s 10d. xyxy=(326,562,473,611)
article-subheading: ADDRESS BY DR. T. B. VERNON. xyxy=(338,1093,461,1117)
divider xyxy=(224,901,264,902)
divider xyxy=(224,90,264,91)
article xyxy=(326,810,473,1054)
article xyxy=(170,857,317,1048)
article-subheading: IN NEW ZEALAND LOAN. xyxy=(485,776,626,789)
divider xyxy=(536,85,576,86)
article-subheading: DECISION OF GROWERS' CONFERENCE. xyxy=(338,847,461,870)
article-subheading: MR WEBB ALSO MUCH BETTER. xyxy=(499,908,612,931)
article xyxy=(638,1289,785,1349)
article-paragraph: Kaiwaka, who was ridden by Broughton, was a 1/1 favourite and Boloyna (Conner) a 3/4 favourite. xyxy=(14,397,161,422)
article-subheading: GRAND NATIONAL HURDLES TO PADISHAH. xyxy=(15,107,160,129)
article-subheading: M. DALADIER PROLONGS HOLIDAY. xyxy=(170,443,317,467)
article xyxy=(14,1012,161,1111)
article xyxy=(950,661,1098,802)
article xyxy=(14,41,161,516)
article-paragraph: AMSTERDAM, August 9. For the first time in history Socialists have achieved Cabinet rank in Holland as a result of the inclusion of Mr Van der Tempel (Social Affairs) and Mr J. W. Albarda (Waterways). The new Ministry is headed by Mr Dirk Jan De Geer. Other portfolios are held as follow:—Foreign Affairs, Mr Van Kleffens; Defence, M. Dyxhoorn; Colonies, M. Welter; Economics, M. Steenberghe. Mr De Geer is leader of the Christian Traditionalist Party. xyxy=(794,917,941,1007)
